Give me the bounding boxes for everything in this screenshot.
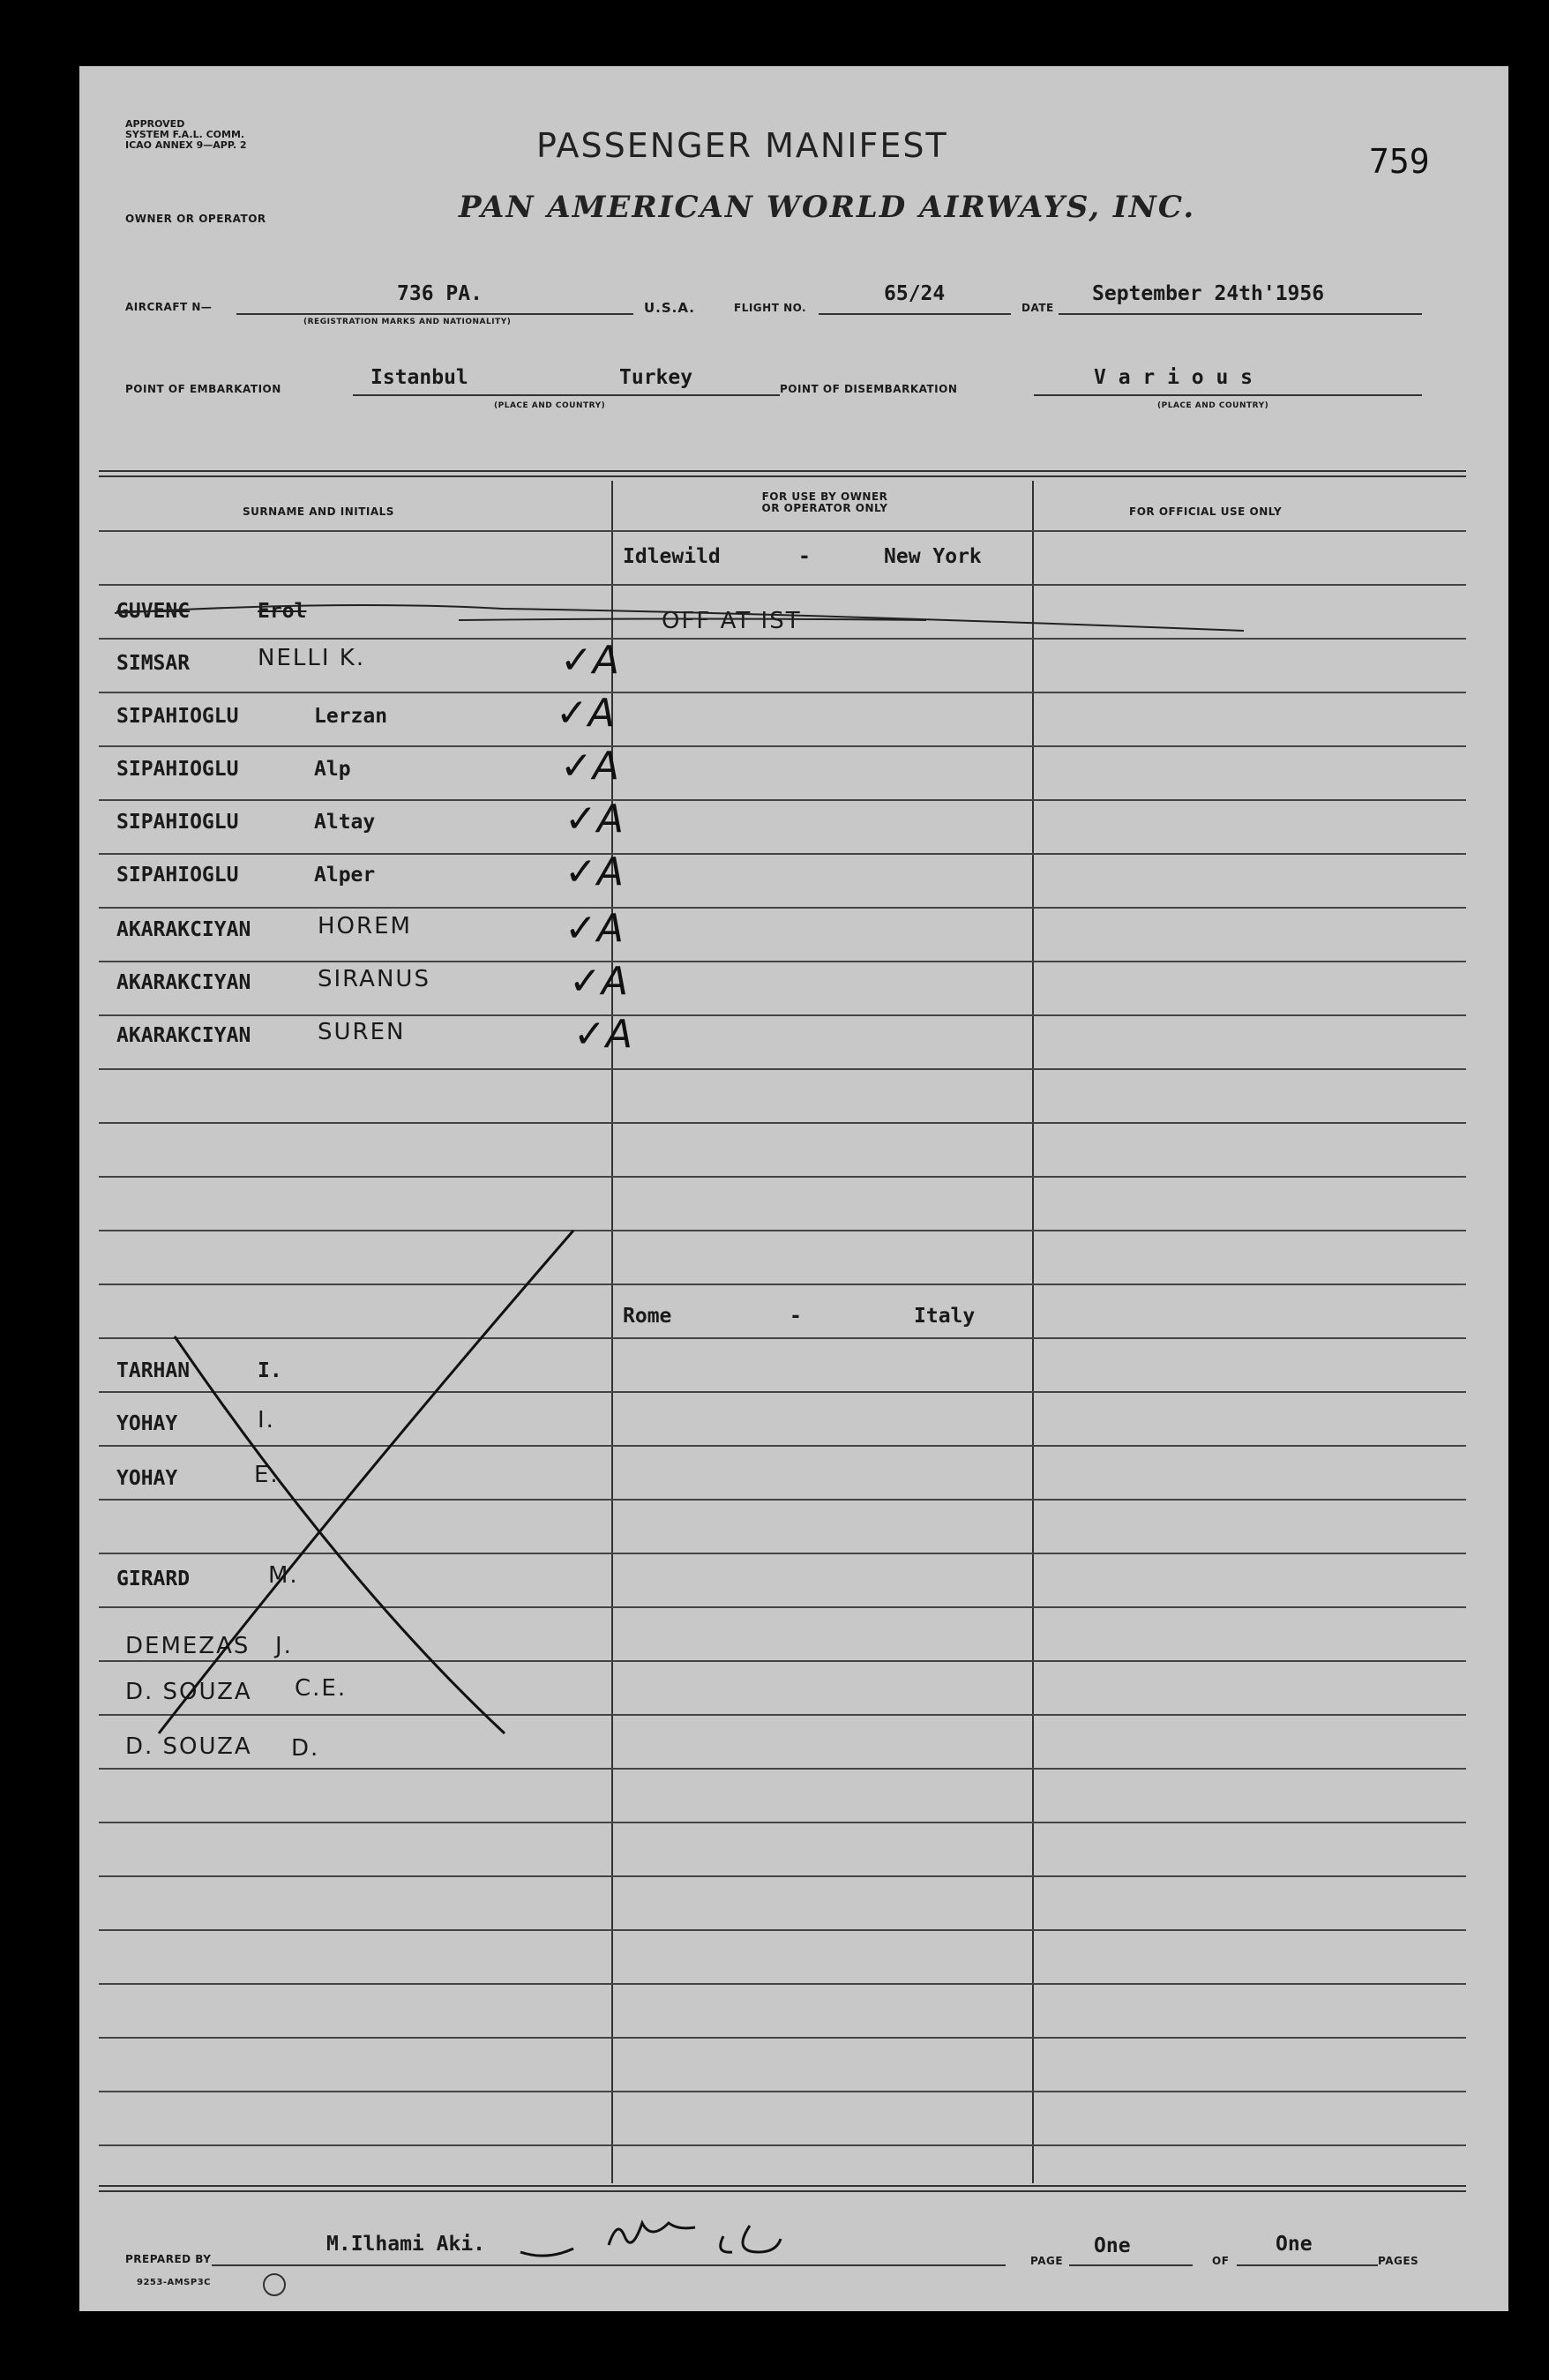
approval-line: APPROVED [125,118,185,130]
disembarkation-label: POINT OF DISEMBARKATION [780,383,958,395]
passenger-initials: Altay [314,811,376,834]
approval-line: SYSTEM F.A.L. COMM. [125,129,245,140]
passenger-surname: GUVENC [116,600,191,623]
passenger-surname: SIPAHIOGLU [116,758,239,781]
passenger-surname: AKARAKCIYAN [116,918,251,941]
page-number: 759 [1369,142,1430,181]
passenger-surname: SIPAHIOGLU [116,811,239,834]
passenger-initials: J. [275,1633,293,1659]
signature [79,66,1508,2311]
passenger-surname: DEMEZAS [125,1633,251,1659]
passenger-initials: Alp [314,758,351,781]
passenger-initials: SIRANUS [318,966,430,992]
signature-stroke [520,2223,781,2256]
passenger-initials: C.E. [295,1675,348,1702]
embarkation-city: Istanbul [370,366,468,389]
disembarkation-value: V a r i o u s [1094,366,1253,389]
union-bug-icon [263,2273,286,2296]
embarkation-country: Turkey [619,366,693,389]
page-title: PASSENGER MANIFEST [536,126,948,165]
approval-line: ICAO ANNEX 9—APP. 2 [125,139,247,151]
aircraft-label: AIRCRAFT N— [125,301,213,313]
passenger-initials: E. [254,1462,280,1488]
passenger-initials: I. [258,1359,282,1382]
company-name: PAN AMERICAN WORLD AIRWAYS, INC. [459,190,1196,225]
prepared-label: PREPARED BY [125,2253,212,2265]
page-label: PAGE [1030,2255,1064,2267]
passenger-initials: D. [291,1735,320,1762]
flight-label: FLIGHT NO. [734,302,807,314]
page-value: One [1094,2234,1131,2257]
pages-label: PAGES [1378,2255,1419,2267]
check-mark: ✓A [556,691,615,736]
embarkation-label: POINT OF EMBARKATION [125,383,281,395]
passenger-initials: Erol [258,600,307,623]
official-use-header: FOR OFFICIAL USE ONLY [1129,505,1283,518]
passenger-surname: SIMSAR [116,652,191,675]
surname-header: SURNAME AND INITIALS [243,505,394,518]
date-label: DATE [1021,302,1054,314]
passenger-initials: Alper [314,864,376,887]
passenger-surname: YOHAY [116,1412,178,1435]
passenger-surname: D. SOUZA [125,1679,252,1705]
owner-use-header-line: OR OPERATOR ONLY [761,502,888,514]
passenger-surname: SIPAHIOGLU [116,705,239,728]
check-mark: ✓A [565,797,624,842]
prepared-value: M.Ilhami Aki. [326,2233,486,2256]
passenger-initials: M. [268,1562,299,1589]
passenger-initials: HOREM [318,913,412,939]
segment-dash: - [789,1305,802,1328]
of-value: One [1276,2233,1313,2256]
passenger-surname: D. SOUZA [125,1733,252,1760]
check-mark: ✓A [569,959,628,1004]
owner-use-header-line: FOR USE BY OWNER [761,490,888,503]
segment-from: Rome [623,1305,672,1328]
passenger-initials: Lerzan [314,705,388,728]
manifest-sheet [79,66,1508,2311]
segment-from: Idlewild [623,545,721,568]
passenger-surname: YOHAY [116,1467,178,1490]
flight-value: 65/24 [884,282,946,305]
passenger-surname: GIRARD [116,1568,191,1590]
passenger-initials: NELLI K. [258,645,366,671]
segment-to: New York [884,545,982,568]
check-mark: ✓A [560,744,619,789]
check-mark: ✓A [573,1012,632,1057]
of-label: OF [1212,2255,1230,2267]
aircraft-value: 736 PA. [397,282,483,305]
check-mark: ✓A [565,906,624,951]
registration-caption: (REGISTRATION MARKS AND NATIONALITY) [303,318,512,326]
check-mark: ✓A [565,849,624,894]
country-code: U.S.A. [644,300,695,316]
page-underline [1069,2264,1193,2266]
segment-dash: - [798,545,811,568]
passenger-initials: SUREN [318,1019,406,1045]
of-underline [1237,2264,1378,2266]
off-note: OFF AT IST [662,608,802,634]
place-caption: (PLACE AND COUNTRY) [1157,401,1269,410]
check-mark: ✓A [560,638,619,683]
passenger-surname: AKARAKCIYAN [116,1024,251,1047]
owner-label: OWNER OR OPERATOR [125,213,266,225]
date-value: September 24th'1956 [1092,282,1325,305]
passenger-surname: SIPAHIOGLU [116,864,239,887]
segment-to: Italy [914,1305,976,1328]
passenger-surname: TARHAN [116,1359,191,1382]
place-caption: (PLACE AND COUNTRY) [494,401,606,410]
passenger-surname: AKARAKCIYAN [116,971,251,994]
form-code: 9253-AMSP3C [137,2278,212,2287]
passenger-initials: I. [258,1407,275,1433]
